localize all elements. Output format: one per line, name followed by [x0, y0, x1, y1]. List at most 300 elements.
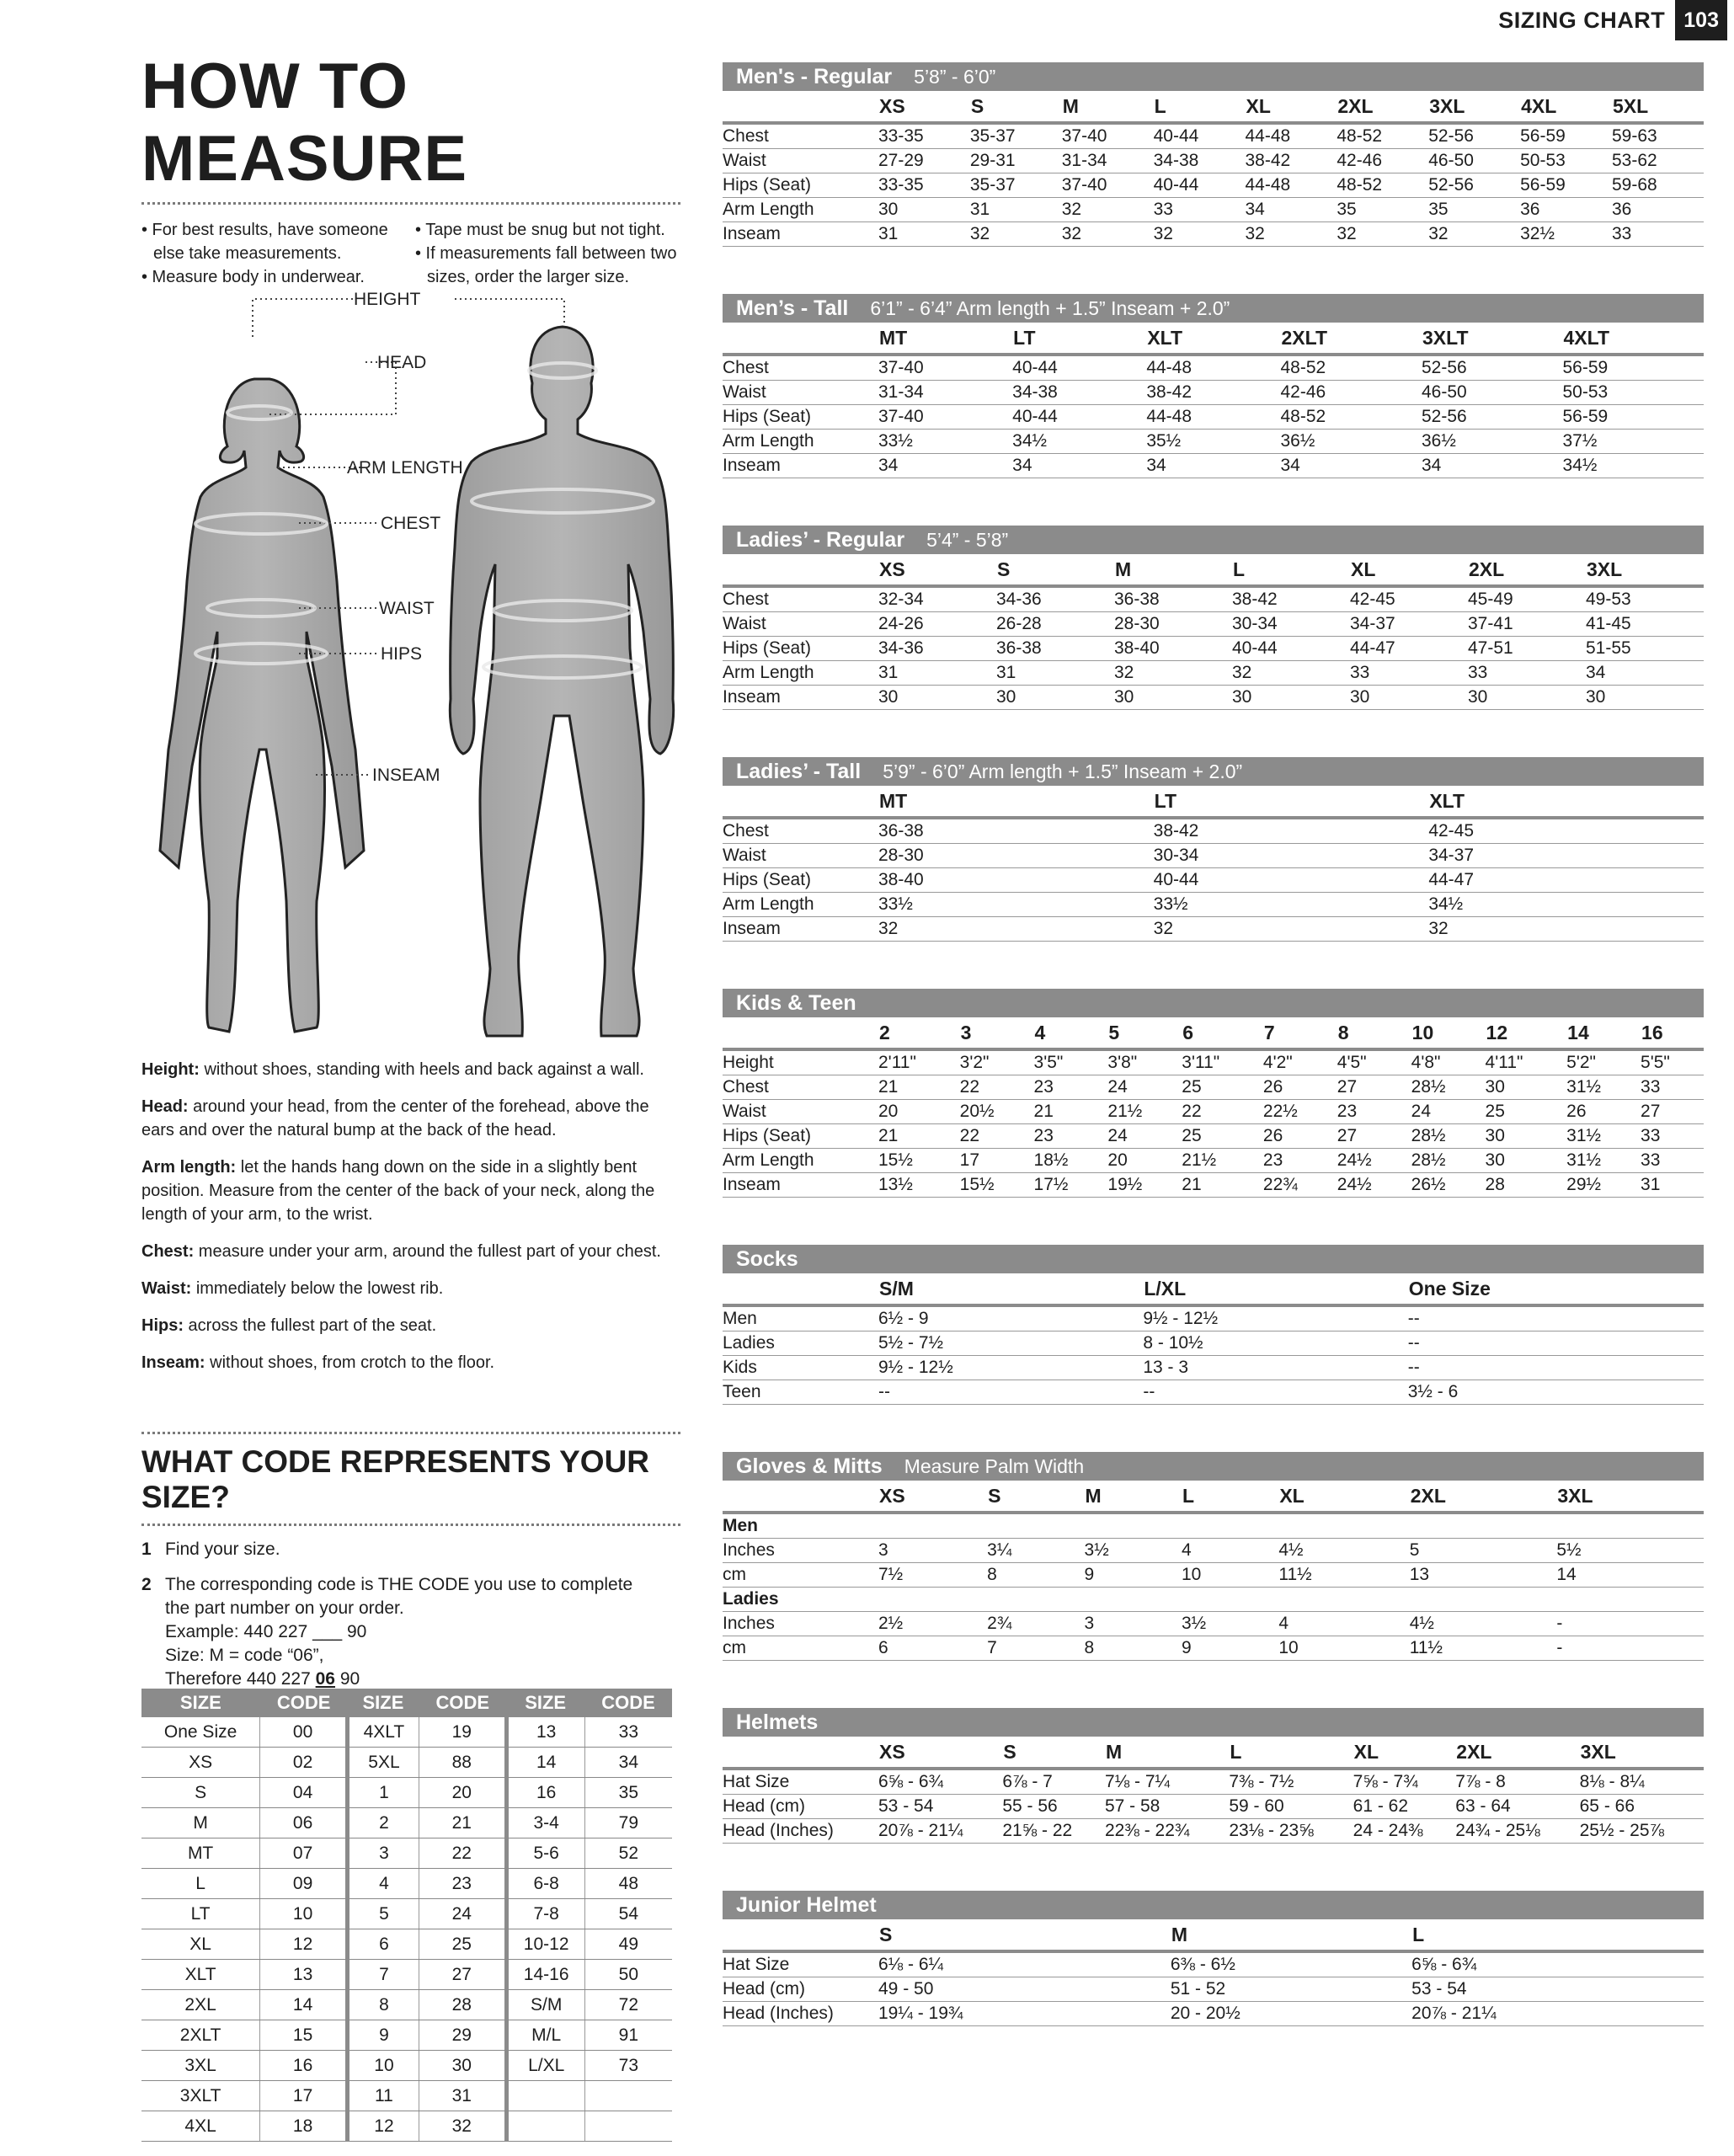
row-label: Inseam — [723, 454, 878, 478]
code-cell: 7-8 — [506, 1899, 584, 1929]
size-value: 49 - 50 — [878, 1977, 1171, 2002]
size-value: 37-40 — [1062, 123, 1154, 149]
code-cell: 4 — [348, 1869, 419, 1899]
row-label: Chest — [723, 355, 878, 381]
code-cell: 16 — [506, 1778, 584, 1808]
size-value: 32 — [1246, 222, 1337, 247]
size-value: 3'5" — [1034, 1049, 1108, 1075]
size-value: 4½ — [1278, 1539, 1409, 1563]
size-value: 30 — [1486, 1149, 1567, 1173]
size-value: 36½ — [1422, 430, 1563, 454]
size-value: 32 — [1428, 917, 1704, 942]
size-value: 20 — [1107, 1149, 1182, 1173]
size-value: 56-59 — [1520, 123, 1612, 149]
row-label: cm — [723, 1636, 878, 1661]
definition: Hips: across the fullest part of the seat. — [141, 1316, 437, 1335]
size-value: 8 — [1085, 1636, 1182, 1661]
size-value: 38-42 — [1246, 149, 1337, 173]
size-value: 53 - 54 — [878, 1795, 1002, 1819]
size-value: 33½ — [878, 430, 1012, 454]
page-header — [1498, 0, 1727, 40]
row-label: Arm Length — [723, 893, 878, 917]
chart-title-bar: Men's - Regular 5’8” - 6’0” — [723, 62, 1704, 91]
code-table-header: SIZE — [506, 1689, 584, 1717]
size-value: 15½ — [878, 1149, 960, 1173]
size-value: 33-35 — [878, 123, 970, 149]
size-value: 26 — [1263, 1124, 1337, 1149]
size-value: 52-56 — [1428, 173, 1520, 198]
code-cell: XL — [141, 1929, 260, 1960]
row-label: Men — [723, 1513, 878, 1539]
size-header: 4XLT — [1562, 323, 1704, 355]
body-measure-figure — [109, 278, 699, 1053]
code-table-header: CODE — [584, 1689, 672, 1717]
size-value: 6⅞ - 7 — [1002, 1769, 1105, 1795]
size-value: 40-44 — [1154, 173, 1246, 198]
size-value — [1278, 1513, 1409, 1539]
row-label: Arm Length — [723, 430, 878, 454]
size-header: S/M — [878, 1273, 1143, 1305]
size-value: 13 — [1410, 1563, 1557, 1588]
size-value: 3½ — [1085, 1539, 1182, 1563]
definition: Waist: immediately below the lowest rib. — [141, 1279, 444, 1298]
size-value: 34½ — [1012, 430, 1146, 454]
tip: • Tape must be snug but not tight. — [415, 221, 665, 239]
size-value: 56-59 — [1562, 355, 1704, 381]
label-hips: HIPS — [381, 644, 423, 664]
size-value: 23 — [1034, 1075, 1108, 1100]
definition: Height: without shoes, standing with heels and back against a wall. — [141, 1060, 644, 1079]
row-label: Chest — [723, 818, 878, 844]
code-cell: 23 — [419, 1869, 506, 1899]
size-value: 32-34 — [878, 586, 996, 612]
size-header: LT — [1012, 323, 1146, 355]
size-value: 27-29 — [878, 149, 970, 173]
size-value: 21½ — [1182, 1149, 1263, 1173]
size-value: - — [1556, 1636, 1704, 1661]
chart-title-bar: Socks — [723, 1245, 1704, 1273]
table-row — [723, 868, 1704, 893]
size-value: 36-38 — [1114, 586, 1232, 612]
size-value: 20 - 20½ — [1171, 2002, 1411, 2026]
size-value: 31-34 — [878, 381, 1012, 405]
size-value: 38-42 — [1154, 818, 1429, 844]
size-value: 40-44 — [1154, 868, 1429, 893]
row-label: Height — [723, 1049, 878, 1075]
code-cell: 04 — [260, 1778, 348, 1808]
table-row — [723, 355, 1704, 381]
size-header: L — [1411, 1919, 1704, 1951]
code-cell: 34 — [584, 1748, 672, 1778]
row-label: Waist — [723, 1100, 878, 1124]
size-value: 34 — [1012, 454, 1146, 478]
size-value: 34 — [878, 454, 1012, 478]
size-header: 2 — [878, 1017, 960, 1049]
row-label: Chest — [723, 1075, 878, 1100]
size-header: 2XLT — [1280, 323, 1422, 355]
size-chart — [723, 757, 1704, 942]
row-label: Waist — [723, 612, 878, 637]
size-value: 22½ — [1263, 1100, 1337, 1124]
table-row — [723, 381, 1704, 405]
size-value: - — [1556, 1612, 1704, 1636]
size-value: 30-34 — [1232, 612, 1350, 637]
code-cell: 5XL — [348, 1748, 419, 1778]
size-value: 38-40 — [1114, 637, 1232, 661]
size-value: 30 — [1586, 686, 1704, 710]
size-value: 2¾ — [987, 1612, 1084, 1636]
code-cell: 06 — [260, 1808, 348, 1838]
size-value: 36½ — [1280, 430, 1422, 454]
code-cell: 49 — [584, 1929, 672, 1960]
size-value: 33 — [1641, 1075, 1704, 1100]
size-value: 32 — [1062, 222, 1154, 247]
size-header: XL — [1353, 1737, 1456, 1769]
size-value: 27 — [1641, 1100, 1704, 1124]
table-row — [723, 686, 1704, 710]
table-row — [723, 1100, 1704, 1124]
row-label: Head (Inches) — [723, 2002, 878, 2026]
row-label: Hips (Seat) — [723, 173, 878, 198]
code-cell: 10 — [260, 1899, 348, 1929]
code-cell: 20 — [419, 1778, 506, 1808]
size-value: 8⅛ - 8¼ — [1580, 1769, 1704, 1795]
size-value: 31 — [878, 222, 970, 247]
size-value: 31-34 — [1062, 149, 1154, 173]
code-cell: 35 — [584, 1778, 672, 1808]
size-value: 36-38 — [996, 637, 1114, 661]
size-value: 20⅞ - 21¼ — [1411, 2002, 1704, 2026]
size-value: 50-53 — [1562, 381, 1704, 405]
code-table-header: CODE — [260, 1689, 348, 1717]
size-value: 32 — [1428, 222, 1520, 247]
size-value: 50-53 — [1520, 149, 1612, 173]
code-cell: 21 — [419, 1808, 506, 1838]
tip: • For best results, have someone else take measurements. — [141, 221, 388, 263]
table-row — [723, 454, 1704, 478]
code-cell: 7 — [348, 1960, 419, 1990]
size-value: 34-37 — [1350, 612, 1468, 637]
table-row — [723, 198, 1704, 222]
label-chest: CHEST — [381, 514, 441, 533]
size-value: 47-51 — [1468, 637, 1586, 661]
size-value: 65 - 66 — [1580, 1795, 1704, 1819]
size-value: 3½ — [1182, 1612, 1278, 1636]
size-value: 34 — [1422, 454, 1563, 478]
size-chart — [723, 1708, 1704, 1844]
label-waist: WAIST — [379, 599, 435, 618]
size-value: 7⅛ - 7¼ — [1105, 1769, 1229, 1795]
size-header: 4XL — [1520, 91, 1612, 123]
size-value: 14 — [1556, 1563, 1704, 1588]
row-label: Hips (Seat) — [723, 1124, 878, 1149]
table-row — [723, 1819, 1704, 1844]
code-cell: 3XLT — [141, 2081, 260, 2111]
size-value: 40-44 — [1012, 355, 1146, 381]
table-row — [141, 2020, 672, 2051]
size-value: 9 — [1182, 1636, 1278, 1661]
size-value: 63 - 64 — [1455, 1795, 1579, 1819]
size-charts — [723, 62, 1704, 2026]
size-value: -- — [1143, 1380, 1407, 1405]
size-value: 6⅝ - 6¾ — [1411, 1951, 1704, 1977]
table-row — [723, 661, 1704, 686]
size-value: 5'5" — [1641, 1049, 1704, 1075]
code-cell: 31 — [419, 2081, 506, 2111]
size-header: 2XL — [1455, 1737, 1579, 1769]
chart-title-bar: Ladies’ - Regular 5’4” - 5’8” — [723, 526, 1704, 554]
size-value: 5'2" — [1566, 1049, 1641, 1075]
chart-title-bar: Ladies’ - Tall 5’9” - 6’0” Arm length + 1.5” Inseam + 2.0” — [723, 757, 1704, 786]
size-value: 3 — [878, 1539, 987, 1563]
size-value: 23 — [1337, 1100, 1411, 1124]
definition: Inseam: without shoes, from crotch to the floor. — [141, 1353, 495, 1372]
code-cell — [506, 2081, 584, 2111]
table-row — [723, 1513, 1704, 1539]
size-chart — [723, 294, 1704, 478]
size-value: 22 — [1182, 1100, 1263, 1124]
code-cell: 9 — [348, 2020, 419, 2051]
size-value: 40-44 — [1012, 405, 1146, 430]
size-value: 31½ — [1566, 1075, 1641, 1100]
size-value: 44-48 — [1146, 405, 1280, 430]
size-header: 14 — [1566, 1017, 1641, 1049]
code-cell: 12 — [348, 2111, 419, 2142]
size-value: 59 - 60 — [1229, 1795, 1353, 1819]
size-value — [1556, 1588, 1704, 1612]
chart-title-bar: Gloves & Mitts Measure Palm Width — [723, 1452, 1704, 1481]
code-cell: 52 — [584, 1838, 672, 1869]
size-value: 29-31 — [970, 149, 1062, 173]
size-value: 26 — [1566, 1100, 1641, 1124]
table-row — [141, 2081, 672, 2111]
size-value: 48-52 — [1280, 405, 1422, 430]
size-value: 28½ — [1411, 1075, 1486, 1100]
table-row — [723, 1305, 1704, 1331]
table-row — [723, 917, 1704, 942]
size-value: 22⅜ - 22¾ — [1105, 1819, 1229, 1844]
table-row — [723, 1380, 1704, 1405]
size-header: 2XL — [1468, 554, 1586, 586]
size-value: 33 — [1612, 222, 1704, 247]
table-row — [723, 612, 1704, 637]
table-row — [723, 1049, 1704, 1075]
size-value: 37-40 — [878, 405, 1012, 430]
size-header: L — [1229, 1737, 1353, 1769]
size-header: 12 — [1486, 1017, 1567, 1049]
code-cell: 73 — [584, 2051, 672, 2081]
size-header: L — [1232, 554, 1350, 586]
table-row — [723, 1173, 1704, 1198]
size-header: M — [1105, 1737, 1229, 1769]
code-cell: 09 — [260, 1869, 348, 1899]
code-cell: S — [141, 1778, 260, 1808]
how-to-measure — [141, 51, 680, 289]
row-label: Waist — [723, 149, 878, 173]
code-cell: 8 — [348, 1990, 419, 2020]
size-value: 37½ — [1562, 430, 1704, 454]
size-table — [723, 1737, 1704, 1844]
row-label: Head (Inches) — [723, 1819, 878, 1844]
size-value — [1278, 1588, 1409, 1612]
code-cell: 17 — [260, 2081, 348, 2111]
size-value: 24½ — [1337, 1149, 1411, 1173]
size-header: L — [1154, 91, 1246, 123]
code-cell: 25 — [419, 1929, 506, 1960]
size-value: 42-46 — [1280, 381, 1422, 405]
code-cell: 22 — [419, 1838, 506, 1869]
size-value: 51 - 52 — [1171, 1977, 1411, 2002]
size-value: 26 — [1263, 1075, 1337, 1100]
table-row — [723, 1331, 1704, 1356]
size-value: 34 — [1146, 454, 1280, 478]
size-value: 40-44 — [1232, 637, 1350, 661]
code-cell: 19 — [419, 1717, 506, 1748]
size-value: 30 — [1350, 686, 1468, 710]
size-header: M — [1085, 1481, 1182, 1513]
female-figure — [160, 379, 364, 1032]
code-cell: 72 — [584, 1990, 672, 2020]
definition: Chest: measure under your arm, around the fullest part of your chest. — [141, 1242, 661, 1261]
size-value: 23 — [1034, 1124, 1108, 1149]
code-cell: 07 — [260, 1838, 348, 1869]
size-header: XS — [878, 1737, 1002, 1769]
size-header: LT — [1154, 786, 1429, 818]
size-value: 34-37 — [1428, 844, 1704, 868]
definition: Arm length: let the hands hang down on the side in a slightly bent position. Measure from the center of the back of your neck, along the length of your arm, to the wrist. — [141, 1158, 655, 1224]
row-label: Inches — [723, 1539, 878, 1563]
table-row — [723, 222, 1704, 247]
size-value: 2'11" — [878, 1049, 960, 1075]
size-value: 34-36 — [996, 586, 1114, 612]
size-header: XL — [1246, 91, 1337, 123]
size-header: S — [1002, 1737, 1105, 1769]
table-row — [723, 1356, 1704, 1380]
size-value: 11½ — [1410, 1636, 1557, 1661]
size-value: 6⅝ - 6¾ — [878, 1769, 1002, 1795]
size-value: 32 — [1337, 222, 1428, 247]
size-value: 35½ — [1146, 430, 1280, 454]
table-row — [141, 1929, 672, 1960]
size-value: 25 — [1182, 1075, 1263, 1100]
size-value: 13 - 3 — [1143, 1356, 1407, 1380]
size-value: 36 — [1612, 198, 1704, 222]
size-value: 52-56 — [1422, 355, 1563, 381]
code-cell: 32 — [419, 2111, 506, 2142]
size-value — [987, 1513, 1084, 1539]
size-value: 2½ — [878, 1612, 987, 1636]
size-value: 3¼ — [987, 1539, 1084, 1563]
label-inseam: INSEAM — [372, 766, 440, 785]
code-cell: 5 — [348, 1899, 419, 1929]
row-label: Hips (Seat) — [723, 405, 878, 430]
size-value: 46-50 — [1428, 149, 1520, 173]
table-row — [723, 123, 1704, 149]
size-header: 10 — [1411, 1017, 1486, 1049]
size-value: 4'8" — [1411, 1049, 1486, 1075]
size-value: 17 — [960, 1149, 1034, 1173]
size-header: XL — [1278, 1481, 1409, 1513]
code-cell: XLT — [141, 1960, 260, 1990]
size-value: 34-38 — [1154, 149, 1246, 173]
measure-definitions — [141, 1058, 680, 1388]
size-value: 21 — [878, 1075, 960, 1100]
code-cell: 3 — [348, 1838, 419, 1869]
size-chart — [723, 989, 1704, 1198]
size-value: 35 — [1337, 198, 1428, 222]
size-header: One Size — [1408, 1273, 1704, 1305]
size-value: 4'5" — [1337, 1049, 1411, 1075]
table-row — [723, 430, 1704, 454]
dotted-divider — [141, 202, 680, 205]
size-value: 61 - 62 — [1353, 1795, 1456, 1819]
size-value: 31 — [996, 661, 1114, 686]
size-value: 4 — [1278, 1612, 1409, 1636]
table-row — [141, 1748, 672, 1778]
size-value: 31½ — [1566, 1149, 1641, 1173]
size-table — [723, 786, 1704, 942]
row-label: Ladies — [723, 1331, 878, 1356]
size-value: 4'2" — [1263, 1049, 1337, 1075]
table-row — [141, 1960, 672, 1990]
size-value: 24 — [1107, 1075, 1182, 1100]
size-value: 32 — [1232, 661, 1350, 686]
size-value: 24-26 — [878, 612, 996, 637]
label-height: HEIGHT — [354, 290, 421, 309]
size-value — [878, 1513, 987, 1539]
table-row — [723, 1795, 1704, 1819]
row-label: Ladies — [723, 1588, 878, 1612]
size-value: 34½ — [1562, 454, 1704, 478]
size-table — [723, 1919, 1704, 2026]
code-cell: 11 — [348, 2081, 419, 2111]
size-value: 48-52 — [1337, 173, 1428, 198]
size-value: 31 — [1641, 1173, 1704, 1198]
table-row — [723, 1563, 1704, 1588]
size-value: 28-30 — [878, 844, 1154, 868]
size-value: 42-45 — [1428, 818, 1704, 844]
section-title: SIZING CHART — [1498, 7, 1666, 33]
size-value: 10 — [1182, 1563, 1278, 1588]
table-row — [141, 1778, 672, 1808]
size-value: 38-42 — [1232, 586, 1350, 612]
code-cell: 13 — [506, 1717, 584, 1748]
size-value: 48-52 — [1337, 123, 1428, 149]
size-value: 21 — [878, 1124, 960, 1149]
size-value: 57 - 58 — [1105, 1795, 1229, 1819]
dotted-divider — [141, 1524, 680, 1526]
size-chart — [723, 1452, 1704, 1661]
size-value: 6½ - 9 — [878, 1305, 1143, 1331]
table-row — [723, 1951, 1704, 1977]
row-label: Arm Length — [723, 198, 878, 222]
code-cell: 27 — [419, 1960, 506, 1990]
page-number: 103 — [1675, 0, 1727, 40]
size-value: 26-28 — [996, 612, 1114, 637]
code-cell: 54 — [584, 1899, 672, 1929]
code-cell — [584, 2081, 672, 2111]
table-row — [723, 893, 1704, 917]
table-row — [141, 1838, 672, 1869]
code-cell: 14 — [260, 1990, 348, 2020]
size-value: 20 — [878, 1100, 960, 1124]
table-row — [141, 1808, 672, 1838]
size-value: 7½ — [878, 1563, 987, 1588]
size-table — [723, 91, 1704, 247]
row-label: Inseam — [723, 1173, 878, 1198]
code-cell: 79 — [584, 1808, 672, 1838]
row-label: Waist — [723, 381, 878, 405]
